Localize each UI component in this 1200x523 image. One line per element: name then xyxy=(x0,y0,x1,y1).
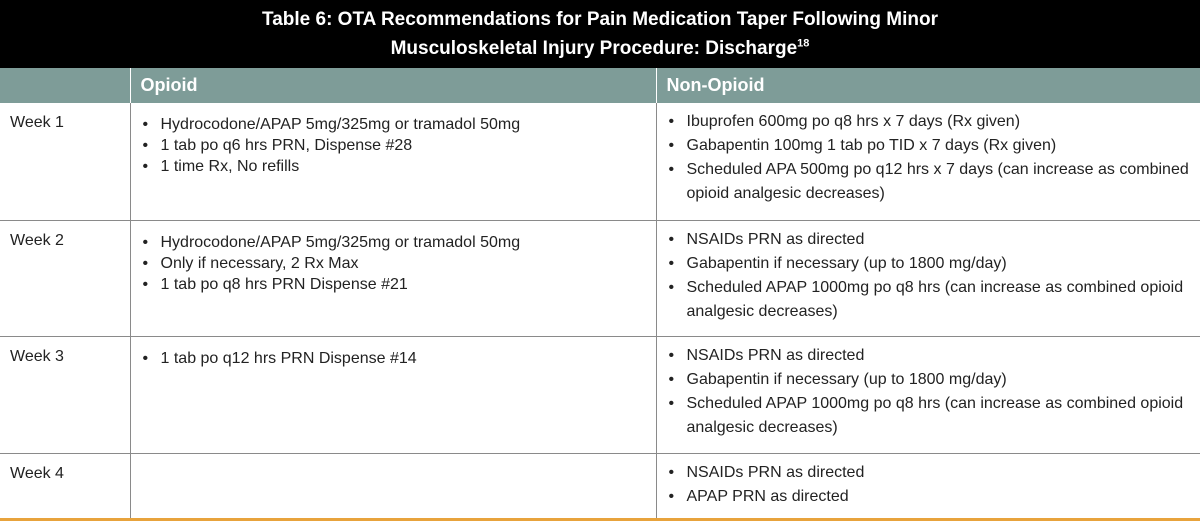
non-opioid-list xyxy=(657,110,1200,206)
opioid-list xyxy=(131,114,656,177)
week-label: Week 2 xyxy=(0,220,130,336)
non-opioid-cell xyxy=(656,336,1200,453)
non-opioid-list xyxy=(657,344,1200,440)
table-title-line1: Table 6: OTA Recommendations for Pain Medication Taper Following Minor xyxy=(262,9,938,30)
header-opioid: Opioid xyxy=(130,68,656,103)
table-row-week-4 xyxy=(0,453,1200,519)
non-opioid-list xyxy=(657,228,1200,324)
list-item: • Scheduled APAP 1000mg po q8 hrs (can increase as combined opioid analgesic decreases) xyxy=(687,392,1200,440)
list-item: • Hydrocodone/APAP 5mg/325mg or tramadol 50mg xyxy=(161,114,656,135)
non-opioid-list xyxy=(657,461,1200,509)
list-item: • Gabapentin if necessary (up to 1800 mg/day) xyxy=(687,368,1200,392)
table-title-line2-text: Musculoskeletal Injury Procedure: Discharge xyxy=(390,38,798,59)
taper-table xyxy=(0,68,1200,521)
opioid-list xyxy=(131,232,656,295)
list-item: • Scheduled APA 500mg po q12 hrs x 7 days (can increase as combined opioid analgesic decreases) xyxy=(687,158,1200,206)
opioid-cell xyxy=(130,453,656,519)
list-item: • NSAIDs PRN as directed xyxy=(687,344,1200,368)
table-title xyxy=(0,0,1200,68)
table-row-week-1 xyxy=(0,103,1200,220)
list-item: • NSAIDs PRN as directed xyxy=(687,461,1200,485)
table-header-row xyxy=(0,68,1200,103)
week-label: Week 3 xyxy=(0,336,130,453)
list-item: • 1 time Rx, No refills xyxy=(161,156,656,177)
list-item: • Hydrocodone/APAP 5mg/325mg or tramadol 50mg xyxy=(161,232,656,253)
list-item: • Ibuprofen 600mg po q8 hrs x 7 days (Rx given) xyxy=(687,110,1200,134)
opioid-list xyxy=(131,348,656,369)
opioid-cell xyxy=(130,336,656,453)
header-week xyxy=(0,68,130,103)
list-item: • Scheduled APAP 1000mg po q8 hrs (can increase as combined opioid analgesic decreases) xyxy=(687,276,1200,324)
list-item: • Only if necessary, 2 Rx Max xyxy=(161,253,656,274)
week-label: Week 1 xyxy=(0,103,130,220)
list-item: • Gabapentin if necessary (up to 1800 mg/day) xyxy=(687,252,1200,276)
week-label: Week 4 xyxy=(0,453,130,519)
list-item: • Gabapentin 100mg 1 tab po TID x 7 days (Rx given) xyxy=(687,134,1200,158)
list-item: • APAP PRN as directed xyxy=(687,485,1200,509)
table-row-week-2 xyxy=(0,220,1200,336)
non-opioid-cell xyxy=(656,103,1200,220)
list-item: • 1 tab po q12 hrs PRN Dispense #14 xyxy=(161,348,656,369)
list-item: • 1 tab po q8 hrs PRN Dispense #21 xyxy=(161,274,656,295)
opioid-cell xyxy=(130,220,656,336)
list-item: • 1 tab po q6 hrs PRN, Dispense #28 xyxy=(161,135,656,156)
table-title-line2 xyxy=(0,34,1200,63)
opioid-cell xyxy=(130,103,656,220)
title-reference: 18 xyxy=(797,37,810,50)
table-row-week-3 xyxy=(0,336,1200,453)
non-opioid-cell xyxy=(656,453,1200,519)
non-opioid-cell xyxy=(656,220,1200,336)
list-item: • NSAIDs PRN as directed xyxy=(687,228,1200,252)
header-non-opioid: Non-Opioid xyxy=(656,68,1200,103)
